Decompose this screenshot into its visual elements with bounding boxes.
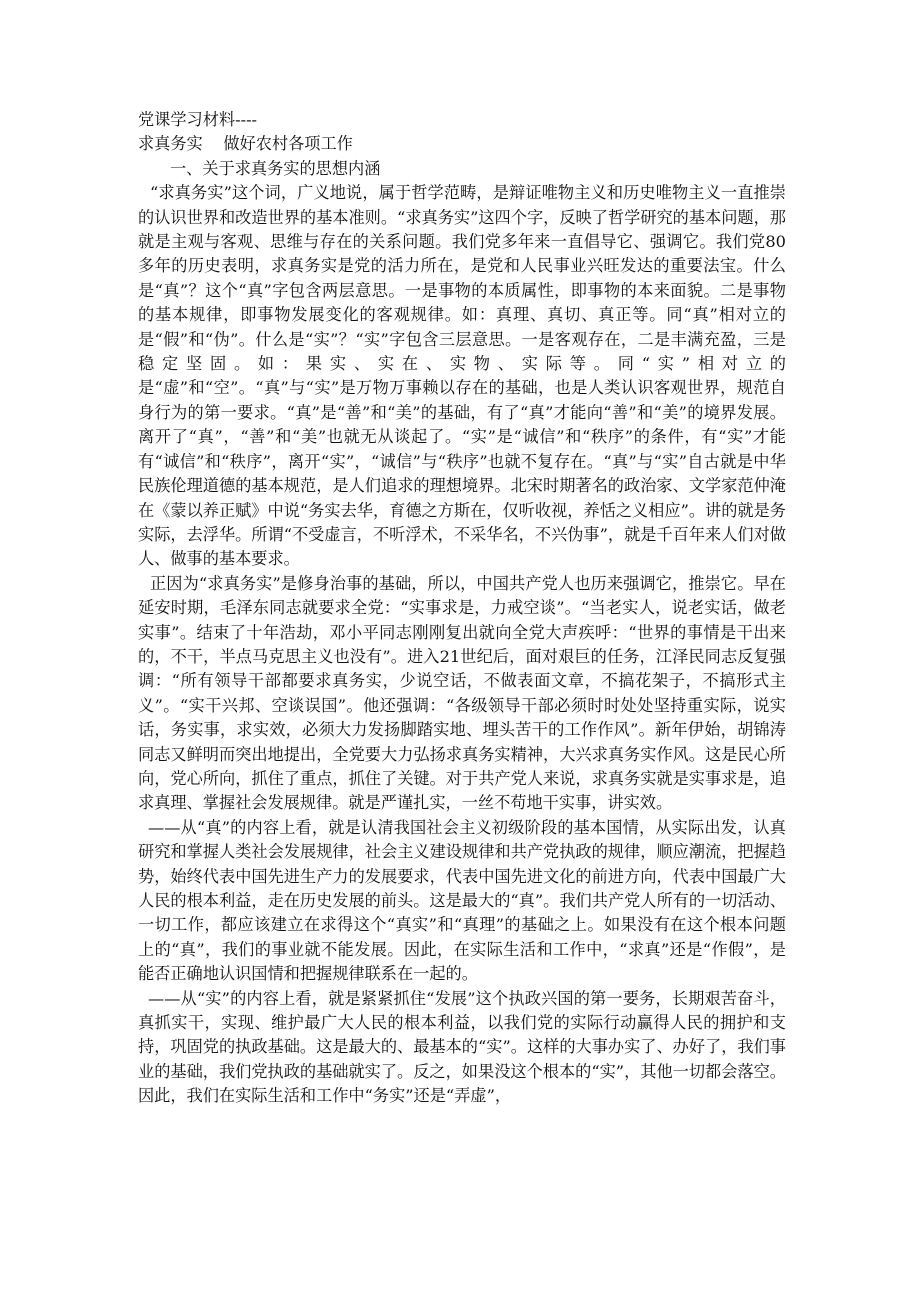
document-kicker: 党课学习材料---- [138,110,258,129]
paragraph-2: 正因为“求真务实”是修身治事的基础，所以，中国共产党人也历来强调它，推崇它。早在延安时期，毛泽东同志就要求全党：“实事求是，力戒空谈”。“当老实人，说老实话，做老实事”。结束了十年浩劫，邓小平同志刚刚复出就向全党大声疾呼：“世界的事情是干出来的，不干，半点马克思主义也没有”。进入21世纪后，面对艰巨的任务，江泽民同志反复强调：“所有领导干部都要求真务实，少说空话，不做表面文章，不搞花架子，不搞形式主义”。“实干兴邦、空谈误国”。他还强调：“各级领导干部必须时时处处坚持重实际，说实话，务实事，求实效，必须大力发扬脚踏实地、埋头苦干的工作作风”。新年伊始，胡锦涛同志又鲜明而突出地提出，全党要大力弘扬求真务实精神，大兴求真务实作风。这是民心所向，党心所向，抓住了重点，抓住了关键。对于共产党人来说，求真务实就是实事求是，追求真理、掌握社会发展规律。就是严谨扎实，一丝不苟地干实事，讲实效。 [138,573,786,813]
section-heading: 一、关于求真务实的思想内涵 [170,158,381,178]
document-title: 求真务实 做好农村各项工作 [138,134,353,154]
document-page [138,108,786,1109]
paragraph-3: ——从“真”的内容上看，就是认清我国社会主义初级阶段的基本国情，从实际出发，认真研究和掌握人类社会发展规律，社会主义建设规律和共产党执政的规律，顺应潮流，把握趋势，始终代表中国先进生产力的发展要求，代表中国先进文化的前进方向，代表中国最广大人民的根本利益，走在历史发展的前头。这是最大的“真”。我们共产党人所有的一切活动、一切工作，都应该建立在求得这个“真实”和“真理”的基础之上。如果没有在这个根本问题上的“真”，我们的事业就不能发展。因此，在实际生活和工作中，“求真”还是“作假”，是能否正确地认识国情和把握规律联系在一起的。 [138,817,786,984]
paragraph-1: “求真务实”这个词，广义地说，属于哲学范畴，是辩证唯物主义和历史唯物主义一直推崇的认识世界和改造世界的基本准则。“求真务实”这四个字，反映了哲学研究的基本问题，那就是主观与客观、思维与存在的关系问题。我们党多年来一直倡导它、强调它。我们党80多年的历史表明，求真务实是党的活力所在，是党和人民事业兴旺发达的重要法宝。什么是“真”？这个“真”字包含两层意思。一是事物的本质属性，即事物的本来面貌。二是事物的基本规律，即事物发展变化的客观规律。如：真理、真切、真正等。同“真”相对立的是“假”和“伪”。什么是“实”？“实”字包含三层意思。一是客观存在，二是丰满充盈，三是稳定坚固。如：果实、实在、实物、实际等。同“实”相对立的是“虚”和“空”。“真”与“实”是万物万事赖以存在的基础，也是人类认识客观世界，规范自身行为的第一要求。“真”是“善”和“美”的基础，有了“真”才能向“善”和“美”的境界发展。离开了“真”，“善”和“美”也就无从谈起了。“实”是“诚信”和“秩序”的条件，有“实”才能有“诚信”和“秩序”，离开“实”，“诚信”与“秩序”也就不复存在。“真”与“实”自古就是中华民族伦理道德的基本规范，是人们追求的理想境界。北宋时期著名的政治家、文学家范仲淹在《蒙以养正赋》中说“务实去华，育德之方斯在，仅听收视，养恬之义相应”。讲的就是务实际，去浮华。所谓“不受虚言，不听浮术，不采华名，不兴伪事”，就是千百年来人们对做人、做事的基本要求。 [138,183,786,569]
paragraph-4: ——从“实”的内容上看，就是紧紧抓住“发展”这个执政兴国的第一要务，长期艰苦奋斗，真抓实干，实现、维护最广大人民的根本利益，以我们党的实际行动赢得人民的拥护和支持，巩固党的执政基础。这是最大的、最基本的“实”。这样的大事办实了、办好了，我们事业的基础，我们党执政的基础就实了。反之，如果没这个根本的“实”，其他一切都会落空。因此，我们在实际生活和工作中“务实”还是“弄虚”， [138,988,786,1106]
